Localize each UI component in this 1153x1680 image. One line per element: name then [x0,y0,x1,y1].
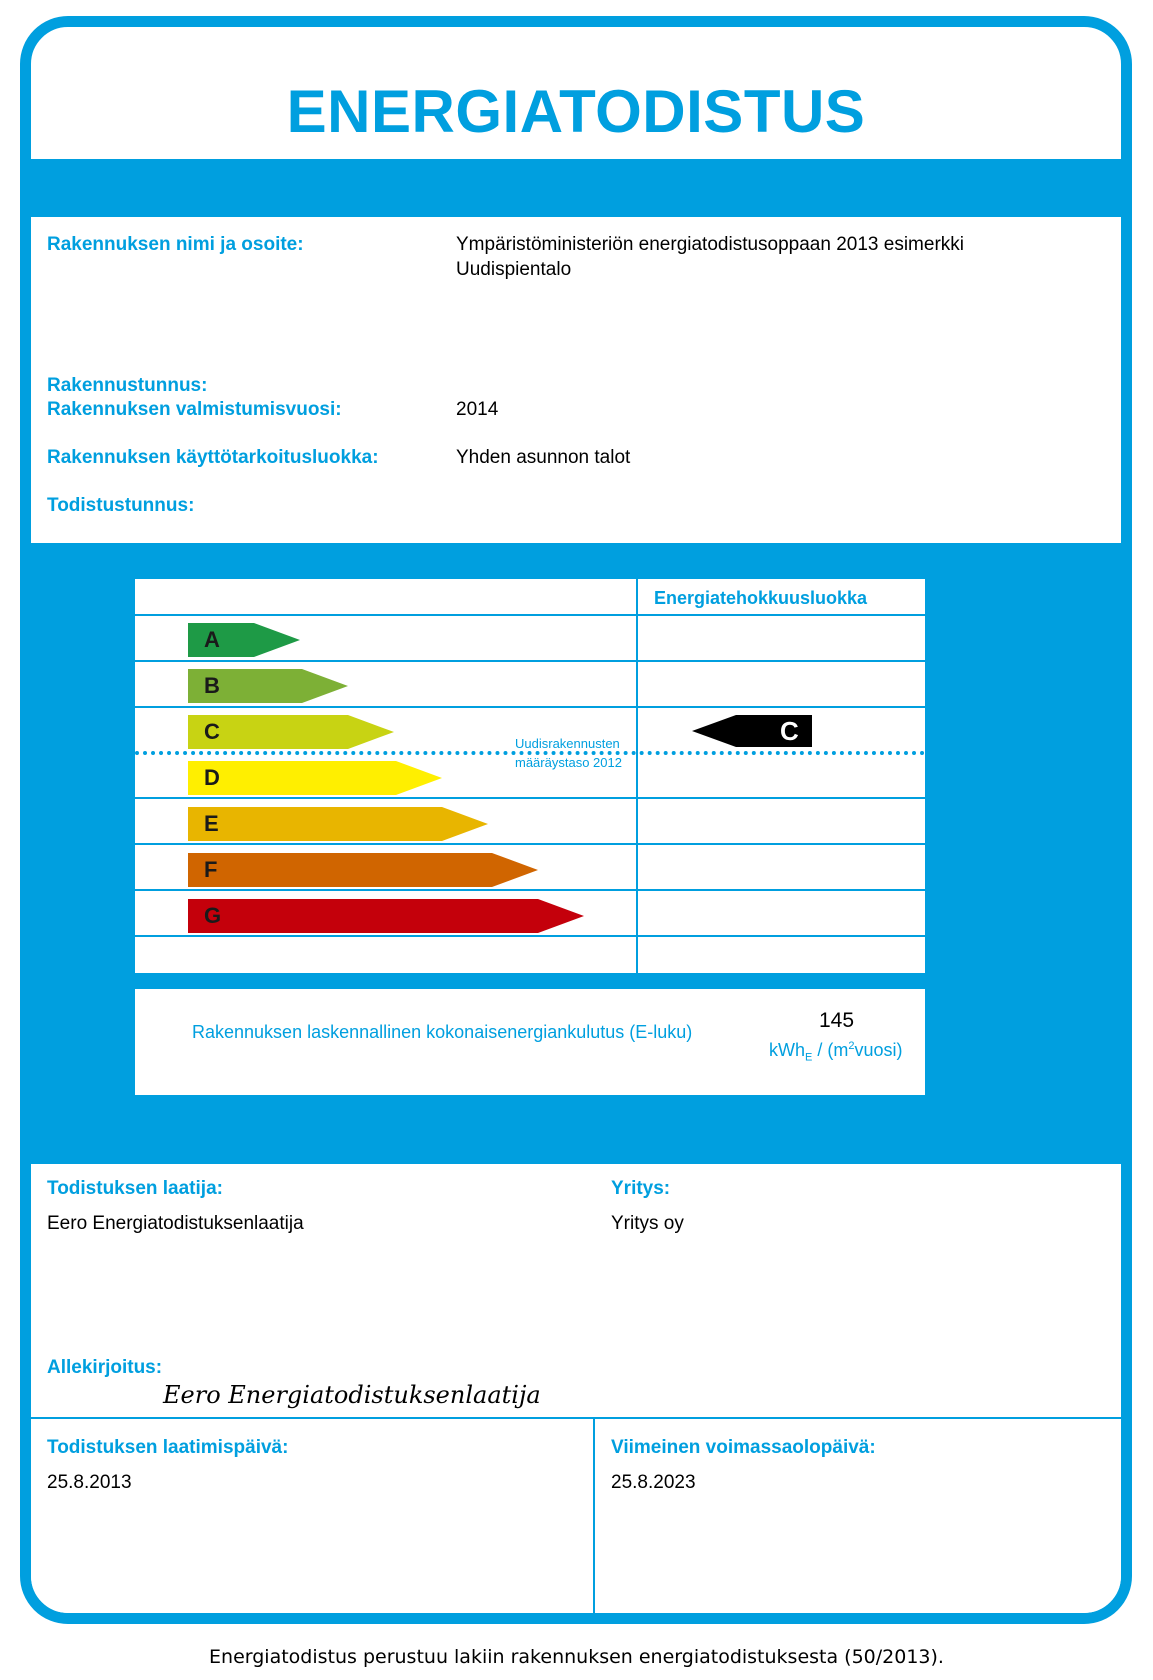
use-class-label: Rakennuksen käyttötarkoitusluokka: [47,447,379,468]
class-arrow-d [188,761,442,795]
row-line [135,843,925,845]
use-class-value: Yhden asunnon talot [456,447,631,468]
blue-band-top [31,159,1121,217]
class-arrow-f [188,853,538,887]
e-value-unit [769,1040,902,1064]
valid-until-label: Viimeinen voimassaolopäivä: [611,1437,876,1458]
row-line [135,889,925,891]
row-line [135,660,925,662]
result-arrow [692,715,812,747]
unit-main: kWh [769,1040,805,1060]
class-arrow-g [188,899,584,933]
signature-label: Allekirjoitus: [47,1357,163,1378]
author-value: Eero Energiatodistuksenlaatija [47,1213,304,1234]
class-arrow-f-shape [188,853,538,887]
row-line [135,706,925,708]
rating-table [135,579,925,973]
class-letter-e: E [204,811,219,836]
class-letter-b: B [204,673,220,698]
certificate-title: ENERGIATODISTUS [286,78,866,145]
issue-date-value: 25.8.2013 [47,1472,132,1493]
class-arrow-b [188,669,348,703]
certificate-id-label: Todistustunnus: [47,495,195,516]
rating-header: Energiatehokkuusluokka [654,588,868,608]
building-id-label: Rakennustunnus: [47,375,208,396]
company-label: Yritys: [611,1178,671,1199]
author-label: Todistuksen laatija: [47,1178,223,1199]
e-value-label: Rakennuksen laskennallinen kokonaisenergiankulutus (E-luku) [192,1022,693,1042]
rating-table-divider [636,579,638,973]
class-letter-g: G [204,903,222,928]
unit-end: vuosi) [854,1040,903,1060]
unit-sup: 2 [848,1040,855,1052]
unit-sub: E [805,1051,813,1064]
unit-mid: / (m [812,1040,849,1060]
class-arrow-d-shape [188,761,442,795]
company-value: Yritys oy [611,1213,684,1234]
row-line [135,935,925,937]
certificate-frame [20,16,1132,1624]
class-arrow-a [188,623,300,657]
signature: Eero Energiatodistuksenlaatija [163,1381,541,1409]
issuer-panel [31,1164,1121,1624]
class-letter-d: D [204,765,220,790]
date-column-divider [593,1417,595,1624]
row-line [135,614,925,616]
building-name-label: Rakennuksen nimi ja osoite: [47,234,304,255]
e-value-panel [135,989,925,1095]
valid-until-value: 25.8.2023 [611,1472,696,1493]
legal-footer: Energiatodistus perustuu lakiin rakennuksen energiatodistuksesta (50/2013). [209,1646,944,1668]
building-info-panel [31,217,1121,543]
issue-date-label: Todistuksen laatimispäivä: [47,1437,289,1458]
result-letter: C [780,716,799,746]
row-line [135,797,925,799]
building-name-value: Ympäristöministeriön energiatodistusoppaan 2013 esimerkki [456,234,964,255]
date-row-line [31,1417,1121,1419]
completion-year-label: Rakennuksen valmistumisvuosi: [47,399,342,420]
class-arrow-e-shape [188,807,488,841]
class-arrow-g-shape [188,899,584,933]
class-letter-f: F [204,857,218,882]
class-letter-a: A [204,627,220,652]
threshold-label-2: määräystaso 2012 [515,755,622,770]
class-letter-c: C [204,719,220,744]
class-arrow-e [188,807,488,841]
building-name-value-2: Uudispientalo [456,259,572,280]
class-arrow-c [188,715,394,749]
threshold-label-1: Uudisrakennusten [515,736,620,751]
e-value-number: 145 [819,1009,855,1032]
completion-year-value: 2014 [456,399,499,420]
